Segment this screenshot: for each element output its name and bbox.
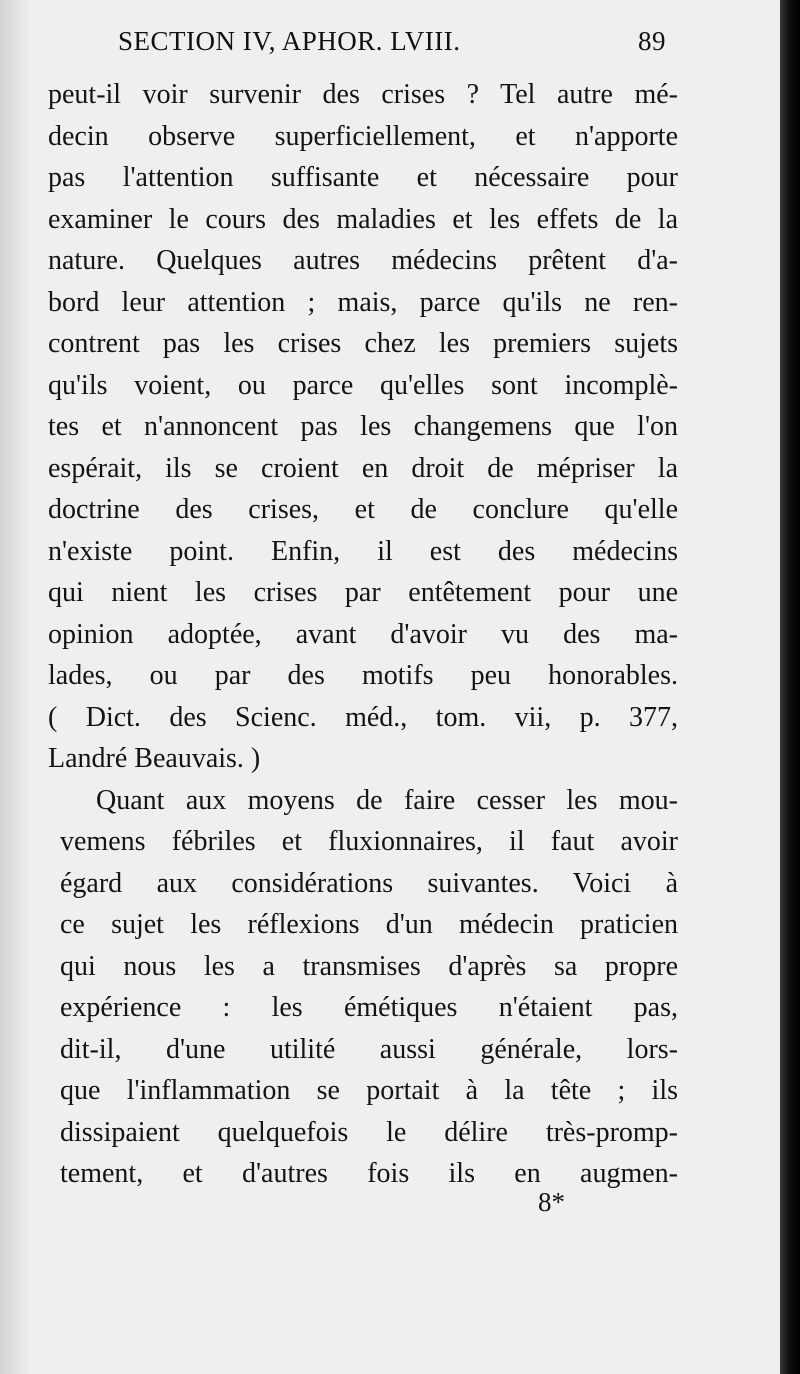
text-line: ( Dict. des Scienc. méd., tom. vii, p. 377, [48, 701, 678, 733]
text-line: qui nous les a transmises d'après sa propre [60, 950, 678, 982]
text-line: examiner le cours des maladies et les effets de la [48, 203, 678, 235]
text-line: contrent pas les crises chez les premiers sujets [48, 328, 678, 359]
page-header [118, 26, 666, 66]
text-line: expérience : les émétiques n'étaient pas, [60, 992, 678, 1023]
text-line: qu'ils voient, ou parce qu'elles sont incomplè- [48, 369, 678, 401]
text-line: nature. Quelques autres médecins prêtent d'a- [48, 245, 678, 276]
text-line: decin observe superficiellement, et n'apporte [48, 120, 678, 152]
text-line: dit-il, d'une utilité aussi générale, lors- [60, 1033, 678, 1065]
page-number: 89 [638, 26, 666, 56]
text-line: ce sujet les réflexions d'un médecin praticien [60, 909, 678, 940]
paragraph-2 [48, 780, 678, 1195]
text-line: bord leur attention ; mais, parce qu'ils ne ren- [48, 286, 678, 318]
signature-mark: 8* [538, 1187, 565, 1217]
body-text [48, 74, 678, 1195]
text-line: n'existe point. Enfin, il est des médecins [48, 535, 678, 567]
text-line: vemens fébriles et fluxionnaires, il faut avoir [60, 826, 678, 857]
text-line: tes et n'annoncent pas les changemens que l'on [48, 411, 678, 442]
text-line: égard aux considérations suivantes. Voici à [60, 867, 678, 899]
text-line: Landré Beauvais. ) [48, 743, 261, 774]
text-line: lades, ou par des motifs peu honorables. [48, 660, 678, 691]
text-line: pas l'attention suffisante et nécessaire pour [48, 162, 678, 193]
text-line: Quant aux moyens de faire cesser les mou- [96, 784, 678, 816]
text-line: que l'inflammation se portait à la tête ; ils [60, 1075, 678, 1106]
text-line: opinion adoptée, avant d'avoir vu des ma- [48, 618, 678, 650]
running-head: SECTION IV, APHOR. LVIII. [118, 26, 461, 56]
text-line: peut-il voir survenir des crises ? Tel autre mé- [48, 79, 678, 110]
text-line: dissipaient quelquefois le délire très-promp- [60, 1116, 678, 1148]
text-line: espérait, ils se croient en droit de mépriser la [48, 452, 678, 484]
text-line: doctrine des crises, et de conclure qu'elle [48, 494, 678, 525]
paragraph-1 [48, 74, 678, 780]
page-gutter-shadow [0, 0, 30, 1374]
text-line: tement, et d'autres fois ils en augmen- [60, 1158, 678, 1189]
text-line: qui nient les crises par entêtement pour une [48, 577, 678, 608]
page-edge-shadow [780, 0, 800, 1374]
